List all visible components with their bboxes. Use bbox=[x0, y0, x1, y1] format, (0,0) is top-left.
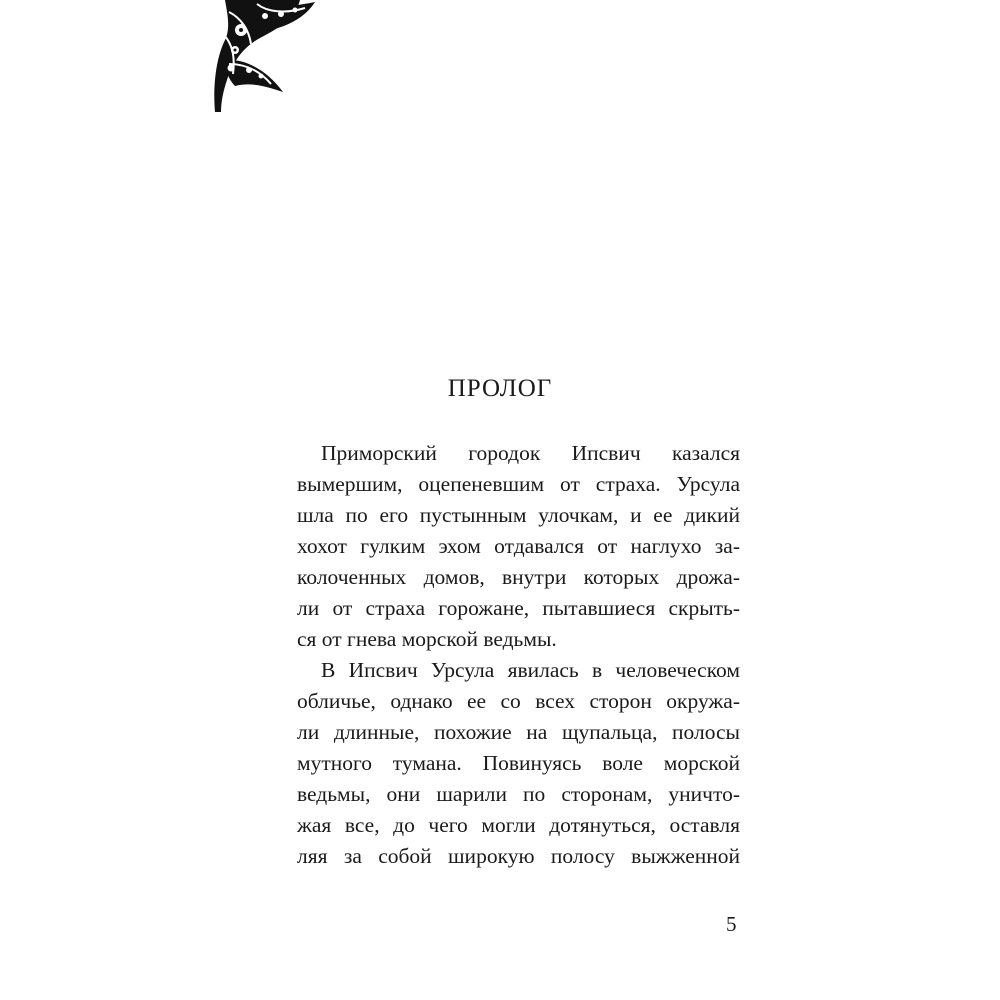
text-line: жая все, до чего могли дотянуться, оставля bbox=[297, 813, 740, 837]
text-line: шла по его пустынным улочкам, и ее дикий bbox=[297, 503, 740, 527]
text-line: колоченных домов, внутри которых дрожа- bbox=[297, 565, 740, 589]
text-line: вымершим, оцепеневшим от страха. Урсула bbox=[297, 472, 740, 496]
text-line: Приморский городок Ипсвич казался bbox=[321, 441, 740, 465]
page-number: 5 bbox=[726, 912, 737, 936]
text-line: В Ипсвич Урсула явилась в человеческом bbox=[321, 658, 740, 682]
ornament-graphic bbox=[205, 0, 320, 112]
text-line: ведьмы, они шарили по сторонам, уничто- bbox=[297, 782, 740, 806]
text-line: хохот гулким эхом отдавался от наглухо за- bbox=[297, 534, 740, 558]
text-line: мутного тумана. Повинуясь воле морской bbox=[297, 751, 740, 775]
chapter-title: ПРОЛОГ bbox=[447, 375, 553, 402]
text-line: обличье, однако ее со всех сторон окружа- bbox=[297, 689, 740, 713]
text-line: ся от гнева морской ведьмы. bbox=[297, 627, 557, 651]
text-line: ли длинные, похожие на щупальца, полосы bbox=[297, 720, 740, 744]
body-text bbox=[297, 438, 740, 872]
corner-ornament bbox=[205, 0, 320, 112]
text-line: ли от страха горожане, пытавшиеся скрыть- bbox=[297, 596, 740, 620]
text-line: ляя за собой широкую полосу выжженной bbox=[297, 844, 740, 868]
